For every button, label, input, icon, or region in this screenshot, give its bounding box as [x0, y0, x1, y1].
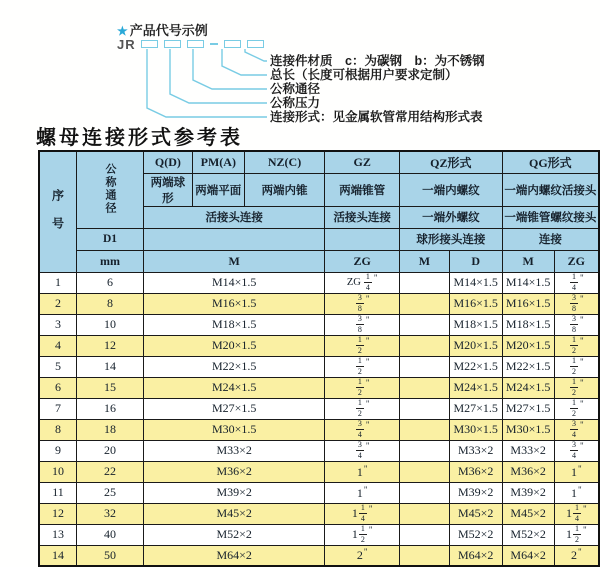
qz-d-value: M39×2	[449, 482, 502, 503]
qg-m-value: M45×2	[502, 503, 554, 524]
m-thread: M22×1.5	[144, 356, 325, 377]
code-label-connection: 连接形式：见金属软管常用结构形式表	[270, 110, 483, 124]
qg-zg-size: 1 $\frac{1}{4}$ "	[554, 503, 599, 524]
table-row	[39, 545, 599, 566]
qg-zg-size: $\frac{3}{8}$ "	[554, 293, 599, 314]
qg-zg-size: 1"	[554, 482, 599, 503]
header-form-pma: PM(A)	[192, 151, 244, 173]
qz-m-value	[399, 545, 449, 566]
qg-m-value: M20×1.5	[502, 335, 554, 356]
header-seq: 序号	[39, 151, 77, 272]
qz-d-value: M52×2	[449, 524, 502, 545]
m-thread: M14×1.5	[144, 272, 325, 293]
row-number: 9	[39, 440, 77, 461]
dn-value: 50	[77, 545, 144, 566]
qg-m-value: M18×1.5	[502, 314, 554, 335]
code-prefix: JR	[117, 36, 136, 52]
qz-d-value: M30×1.5	[449, 419, 502, 440]
qz-d-value: M27×1.5	[449, 398, 502, 419]
header-form-qz: QZ形式	[399, 151, 502, 173]
qg-zg-size: $\frac{1}{2}$ "	[554, 377, 599, 398]
header-zg: ZG	[325, 250, 400, 272]
dn-value: 15	[77, 377, 144, 398]
row-number: 11	[39, 482, 77, 503]
table-row	[39, 356, 599, 377]
nut-connection-table	[38, 150, 600, 567]
qz-m-value	[399, 377, 449, 398]
qz-m-value	[399, 398, 449, 419]
header-qg-m: M	[502, 250, 554, 272]
qz-d-value: M24×1.5	[449, 377, 502, 398]
m-thread: M18×1.5	[144, 314, 325, 335]
dn-value: 40	[77, 524, 144, 545]
qz-d-value: M16×1.5	[449, 293, 502, 314]
gz-size: ZG $\frac{1}{4}$ "	[325, 272, 400, 293]
dn-value: 10	[77, 314, 144, 335]
header-ends-pma: 两端平面	[192, 173, 244, 206]
example-title-text: 产品代号示例	[129, 23, 208, 38]
header-form-qd: Q(D)	[144, 151, 193, 173]
m-thread: M33×2	[144, 440, 325, 461]
table-row	[39, 293, 599, 314]
qg-m-value: M24×1.5	[502, 377, 554, 398]
qg-m-value: M30×1.5	[502, 419, 554, 440]
table-header	[39, 151, 599, 272]
row-number: 1	[39, 272, 77, 293]
m-thread: M36×2	[144, 461, 325, 482]
m-thread: M52×2	[144, 524, 325, 545]
qz-m-value	[399, 461, 449, 482]
dn-value: 12	[77, 335, 144, 356]
dn-value: 20	[77, 440, 144, 461]
code-labels	[270, 54, 485, 124]
star-icon: ★	[117, 24, 128, 38]
m-thread: M30×1.5	[144, 419, 325, 440]
qg-zg-size: $\frac{1}{2}$ "	[554, 335, 599, 356]
qg-m-value: M27×1.5	[502, 398, 554, 419]
qg-m-value: M39×2	[502, 482, 554, 503]
qz-m-value	[399, 272, 449, 293]
table-row	[39, 482, 599, 503]
row-number: 13	[39, 524, 77, 545]
qz-d-value: M36×2	[449, 461, 502, 482]
header-form-qg: QG形式	[502, 151, 599, 173]
dn-value: 32	[77, 503, 144, 524]
qg-zg-size: 1 $\frac{1}{2}$ "	[554, 524, 599, 545]
qg-zg-size: 1"	[554, 461, 599, 482]
page-title: 螺母连接形式参考表	[36, 125, 243, 149]
header-ends-gz: 两端锥管	[325, 173, 400, 206]
qg-zg-size: $\frac{1}{2}$ "	[554, 356, 599, 377]
qg-zg-size: $\frac{3}{4}$ "	[554, 419, 599, 440]
header-dn: 公称通径	[77, 151, 144, 228]
row-number: 12	[39, 503, 77, 524]
qz-d-value: M33×2	[449, 440, 502, 461]
header-qz-m: M	[399, 250, 449, 272]
header-ends-qg: 一端内螺纹活接头	[502, 173, 599, 206]
code-label-pressure: 公称压力	[270, 96, 321, 110]
qz-m-value	[399, 482, 449, 503]
row-number: 6	[39, 377, 77, 398]
gz-size: 2"	[325, 545, 400, 566]
gz-size: 1"	[325, 461, 400, 482]
header-taper-joint-qg: 一端锥管螺纹接头	[502, 206, 599, 228]
qz-m-value	[399, 335, 449, 356]
dn-value: 6	[77, 272, 144, 293]
gz-size: 1"	[325, 482, 400, 503]
gz-size: $\frac{1}{2}$ "	[325, 356, 400, 377]
header-form-nzc: NZ(C)	[244, 151, 325, 173]
qg-m-value: M52×2	[502, 524, 554, 545]
gz-size: $\frac{3}{8}$ "	[325, 293, 400, 314]
header-form-gz: GZ	[325, 151, 400, 173]
table-row	[39, 398, 599, 419]
row-number: 7	[39, 398, 77, 419]
qg-m-value: M14×1.5	[502, 272, 554, 293]
table-row	[39, 335, 599, 356]
m-thread: M20×1.5	[144, 335, 325, 356]
qg-zg-size: $\frac{1}{2}$ "	[554, 398, 599, 419]
qz-m-value	[399, 293, 449, 314]
gz-size: $\frac{3}{8}$ "	[325, 314, 400, 335]
table-row	[39, 377, 599, 398]
qg-zg-size: $\frac{3}{8}$ "	[554, 314, 599, 335]
m-thread: M16×1.5	[144, 293, 325, 314]
table-row	[39, 503, 599, 524]
table-row	[39, 272, 599, 293]
row-number: 10	[39, 461, 77, 482]
row-number: 2	[39, 293, 77, 314]
qg-m-value: M64×2	[502, 545, 554, 566]
qz-m-value	[399, 356, 449, 377]
qz-d-value: M20×1.5	[449, 335, 502, 356]
dn-value: 18	[77, 419, 144, 440]
header-ends-nzc: 两端内锥	[244, 173, 325, 206]
header-connect-qg: 连接	[502, 228, 599, 250]
gz-size: $\frac{1}{2}$ "	[325, 377, 400, 398]
header-mm: mm	[77, 250, 144, 272]
dn-value: 25	[77, 482, 144, 503]
qg-m-value: M36×2	[502, 461, 554, 482]
qz-d-value: M14×1.5	[449, 272, 502, 293]
header-qg-zg: ZG	[554, 250, 599, 272]
gz-size: $\frac{3}{4}$ "	[325, 419, 400, 440]
m-thread: M39×2	[144, 482, 325, 503]
gz-size: 1 $\frac{1}{2}$ "	[325, 524, 400, 545]
gz-size: $\frac{1}{2}$ "	[325, 335, 400, 356]
m-thread: M24×1.5	[144, 377, 325, 398]
row-number: 3	[39, 314, 77, 335]
row-number: 5	[39, 356, 77, 377]
qz-m-value	[399, 419, 449, 440]
table-row	[39, 524, 599, 545]
table-row	[39, 440, 599, 461]
m-thread: M27×1.5	[144, 398, 325, 419]
header-ends-qd: 两端球形	[144, 173, 193, 206]
gz-size: $\frac{3}{4}$ "	[325, 440, 400, 461]
dn-value: 8	[77, 293, 144, 314]
header-external-thread-qz: 一端外螺纹	[399, 206, 502, 228]
table-row	[39, 461, 599, 482]
qz-m-value	[399, 314, 449, 335]
table-body	[39, 272, 599, 566]
header-qz-d: D	[449, 250, 502, 272]
qg-m-value: M22×1.5	[502, 356, 554, 377]
row-number: 4	[39, 335, 77, 356]
qg-zg-size: $\frac{3}{4}$ "	[554, 440, 599, 461]
qz-d-value: M18×1.5	[449, 314, 502, 335]
qg-m-value: M33×2	[502, 440, 554, 461]
dn-value: 14	[77, 356, 144, 377]
header-union-gz: 活接头连接	[325, 206, 400, 228]
dn-value: 16	[77, 398, 144, 419]
qz-m-value	[399, 524, 449, 545]
code-label-diameter: 公称通径	[270, 82, 321, 96]
qz-d-value: M45×2	[449, 503, 502, 524]
code-label-material: 连接件材质 c：为碳钢 b：为不锈钢	[270, 54, 485, 68]
dn-value: 22	[77, 461, 144, 482]
qz-m-value	[399, 440, 449, 461]
header-ends-qz: 一端内螺纹	[399, 173, 502, 206]
header-blank-gz	[325, 228, 400, 250]
qz-d-value: M64×2	[449, 545, 502, 566]
row-number: 14	[39, 545, 77, 566]
row-number: 8	[39, 419, 77, 440]
qz-d-value: M22×1.5	[449, 356, 502, 377]
header-ball-joint-qz: 球形接头连接	[399, 228, 502, 250]
gz-size: $\frac{1}{2}$ "	[325, 398, 400, 419]
qz-m-value	[399, 503, 449, 524]
table-row	[39, 419, 599, 440]
qg-m-value: M16×1.5	[502, 293, 554, 314]
header-union-qpn: 活接头连接	[144, 206, 325, 228]
m-thread: M45×2	[144, 503, 325, 524]
code-label-length: 总长（长度可根据用户要求定制）	[270, 68, 458, 82]
header-d1: D1	[77, 228, 144, 250]
qg-zg-size: 2"	[554, 545, 599, 566]
gz-size: 1 $\frac{1}{4}$ "	[325, 503, 400, 524]
header-m: M	[144, 250, 325, 272]
m-thread: M64×2	[144, 545, 325, 566]
header-blank-qpn	[144, 228, 325, 250]
table-row	[39, 314, 599, 335]
qg-zg-size: $\frac{1}{4}$ "	[554, 272, 599, 293]
